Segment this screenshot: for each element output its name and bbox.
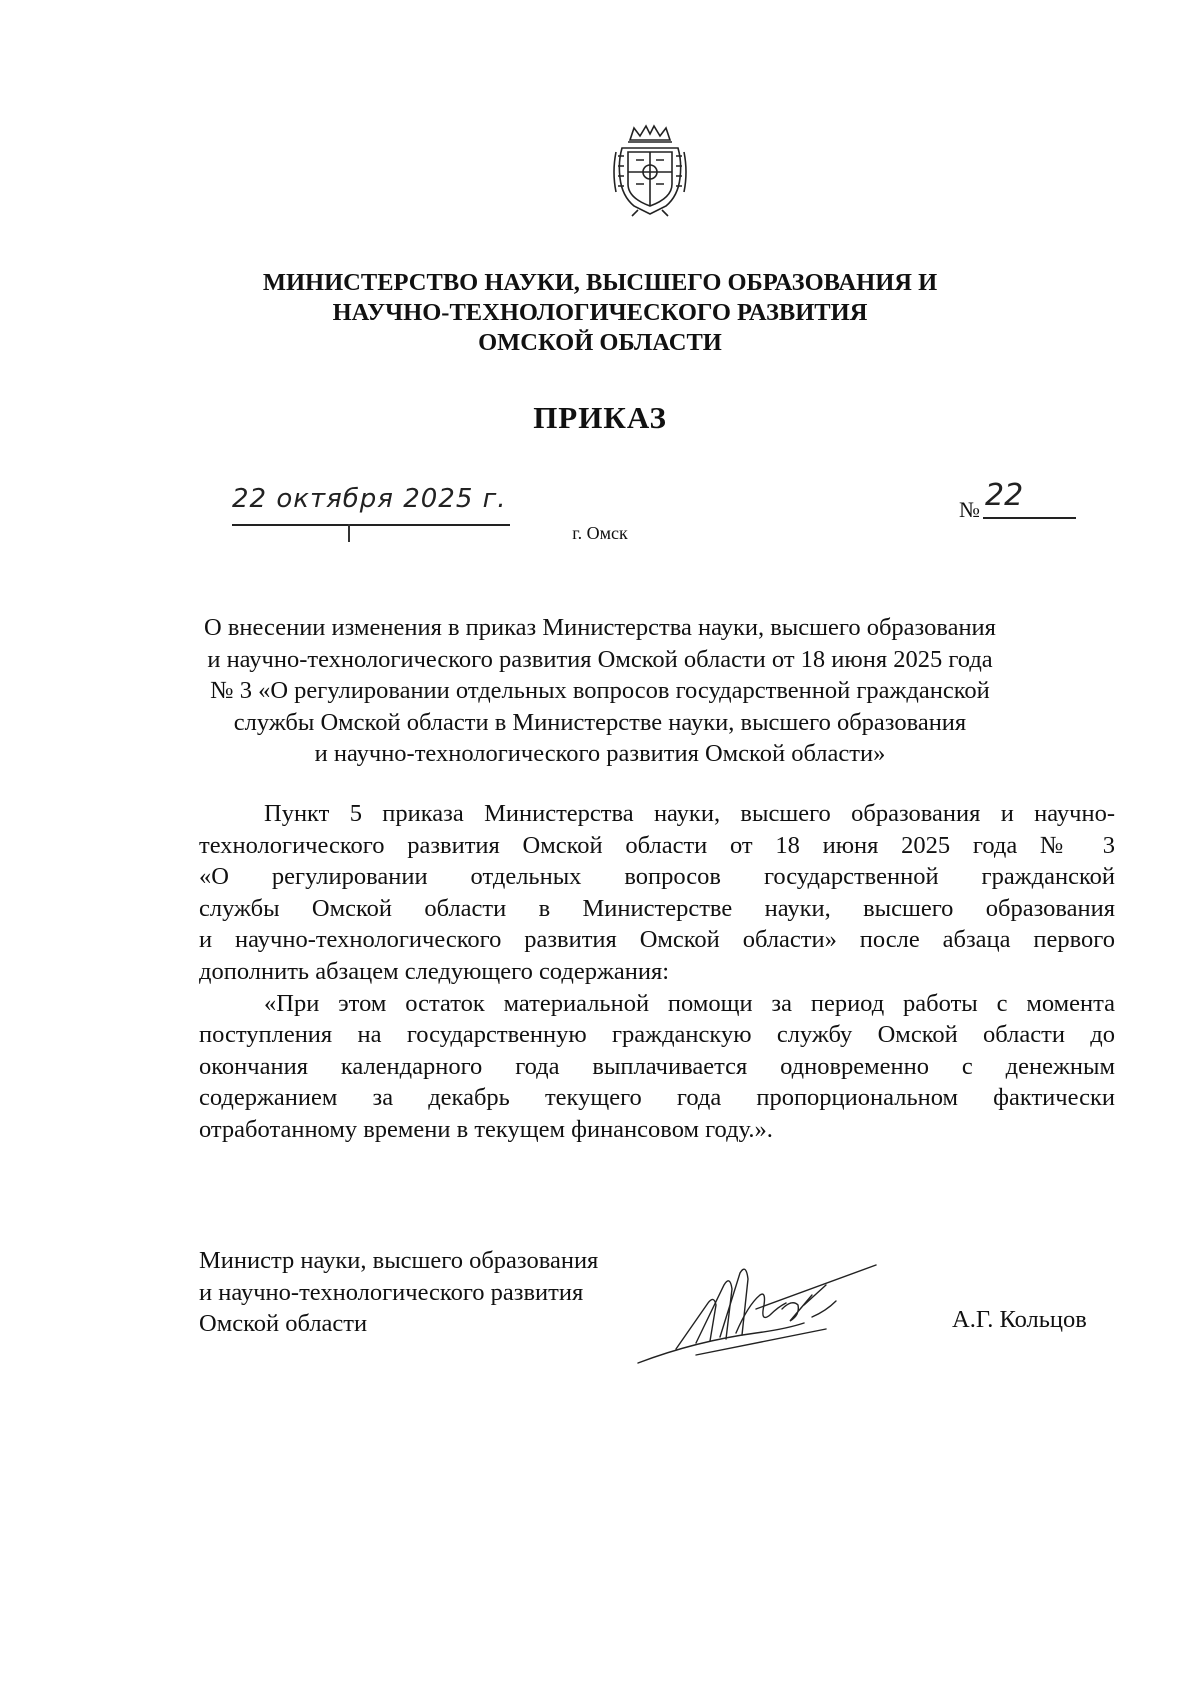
body-line: Пункт 5 приказа Министерства науки, высшего образования и научно- <box>264 800 1115 827</box>
position-line: Омской области <box>199 1310 368 1337</box>
coat-of-arms-icon <box>608 122 692 218</box>
number-underline <box>983 517 1076 519</box>
body-line: содержанием за декабрь текущего года пропорциональном фактически <box>199 1084 1115 1112</box>
subject-line: О внесении изменения в приказ Министерства науки, высшего образования <box>204 614 996 641</box>
order-body <box>199 798 1115 1146</box>
body-line: дополнить абзацем следующего содержания: <box>199 957 670 985</box>
body-line: окончания календарного года выплачивается одновременно с денежным <box>199 1052 1115 1080</box>
body-line: технологического развития Омской области от 18 июня 2025 года № 3 <box>199 831 1115 859</box>
body-line: отработанному времени в текущем финансовом году.». <box>199 1115 773 1143</box>
document-title: ПРИКАЗ <box>533 400 667 435</box>
subject-line: № 3 «О регулировании отдельных вопросов государственной гражданской <box>210 677 990 704</box>
position-line: Министр науки, высшего образования <box>199 1247 599 1274</box>
ministry-name <box>0 268 1200 358</box>
position-line: и научно-технологического развития <box>199 1278 584 1306</box>
body-line: поступления на государственную гражданскую службу Омской области до <box>199 1021 1115 1049</box>
ministry-line: МИНИСТЕРСТВО НАУКИ, ВЫСШЕГО ОБРАЗОВАНИЯ И <box>262 269 938 296</box>
subject-line: и научно-технологического развития Омской области» <box>314 740 886 767</box>
signatory-name: А.Г. Кольцов <box>952 1306 1087 1333</box>
subject-line: службы Омской области в Министерстве науки, высшего образования <box>233 708 967 736</box>
ministry-line: ОМСКОЙ ОБЛАСТИ <box>478 329 722 356</box>
handwritten-date: 22 октября 2025 г. <box>232 484 507 514</box>
city-label: г. Омск <box>572 523 628 543</box>
body-line: и научно-технологического развития Омской области» после абзаца первого <box>199 926 1115 954</box>
signatory-position <box>199 1245 679 1340</box>
ministry-line: НАУЧНО-ТЕХНОЛОГИЧЕСКОГО РАЗВИТИЯ <box>332 299 868 326</box>
handwritten-number: 22 <box>985 478 1024 513</box>
order-subject <box>150 612 1050 770</box>
number-sign: № <box>959 497 980 522</box>
handwritten-signature <box>636 1245 906 1375</box>
body-line: «При этом остаток материальной помощи за период работы с момента <box>264 989 1115 1017</box>
body-line: службы Омской области в Министерстве науки, высшего образования <box>199 894 1115 922</box>
subject-line: и научно-технологического развития Омской области от 18 июня 2025 года <box>207 645 993 673</box>
body-line: «О регулировании отдельных вопросов государственной гражданской <box>199 863 1115 891</box>
